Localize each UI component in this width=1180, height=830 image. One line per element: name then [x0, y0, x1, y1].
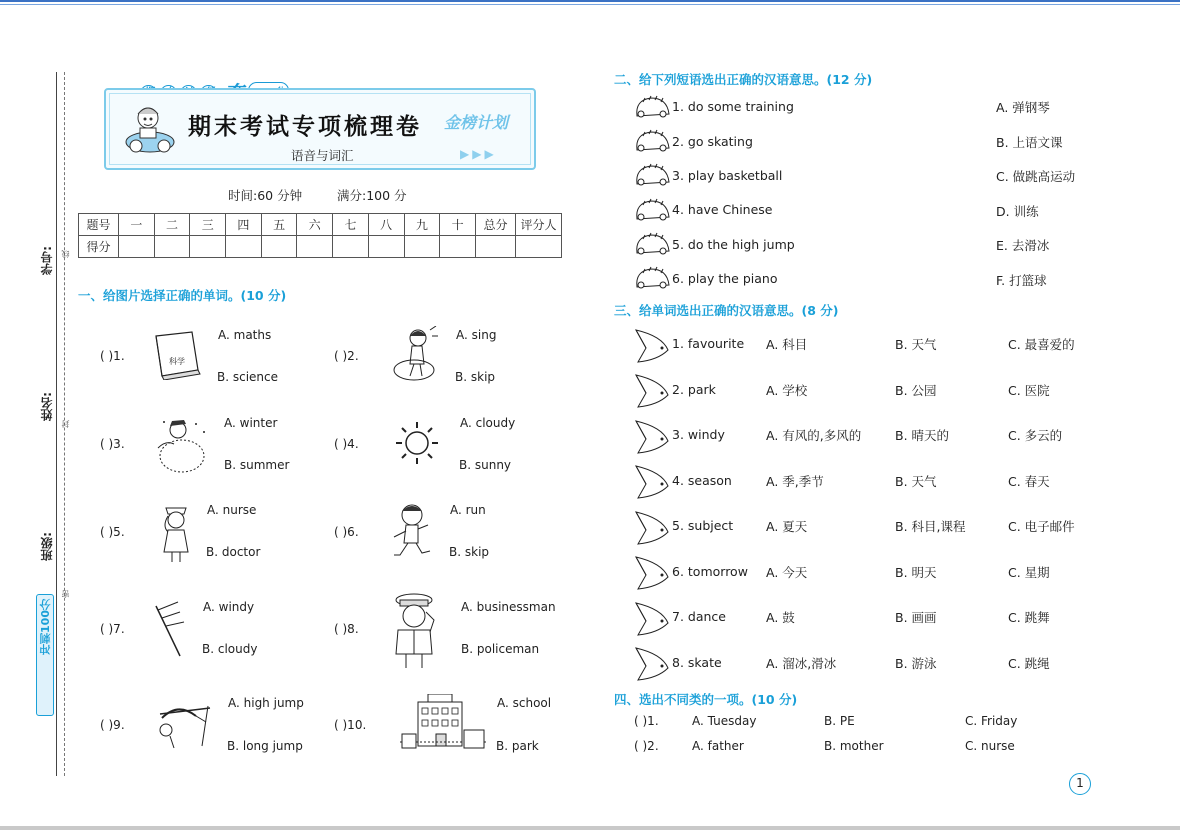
seal-mark: 封	[61, 420, 70, 428]
answer-blank-7[interactable]: ( )7.	[100, 622, 125, 636]
word-3: 3. windy	[672, 427, 725, 442]
fish-icon	[632, 326, 672, 366]
choice-b-5: B. 科目,课程	[895, 519, 966, 534]
choice-c-2: C. 医院	[1008, 383, 1050, 398]
snowman-picture	[156, 418, 212, 474]
option-b-5: B. doctor	[206, 545, 261, 559]
section2-title: 二、给下列短语选出正确的汉语意思。(12 分)	[614, 72, 873, 87]
score-header-cell: 五	[261, 214, 297, 236]
sticker-text: 冲刺100分	[39, 599, 52, 655]
score-cell[interactable]	[261, 236, 297, 258]
score-table-score-row	[79, 236, 562, 258]
choice-c-3: C. 多云的	[1008, 428, 1063, 443]
choice-a-7: A. 鼓	[766, 610, 795, 625]
score-header-cell: 九	[404, 214, 440, 236]
option-b-7: B. cloudy	[202, 642, 258, 656]
answer-blank-1[interactable]: ( )1.	[100, 349, 125, 363]
time-limit: 时间:60 分钟	[228, 188, 303, 203]
s4-answer-blank-1[interactable]: ( )1.	[634, 714, 659, 728]
score-header-cell: 总分	[476, 214, 516, 236]
option-a-5: A. nurse	[207, 503, 257, 517]
option-b-4: B. sunny	[459, 458, 512, 472]
binding-solid-line	[56, 72, 57, 776]
s4-option-b-1: B. PE	[824, 714, 855, 728]
word-7: 7. dance	[672, 609, 726, 624]
score-header-cell: 八	[368, 214, 404, 236]
score-cell[interactable]	[119, 236, 155, 258]
choice-a-8: A. 溜冰,滑冰	[766, 656, 837, 671]
score-cell[interactable]	[516, 236, 562, 258]
score-cell[interactable]	[190, 236, 226, 258]
student-id-label: 学号:	[40, 246, 54, 275]
answer-blank-5[interactable]: ( )5.	[100, 525, 125, 539]
choice-a-2: A. 学校	[766, 383, 808, 398]
meaning-c: C. 做跳高运动	[996, 169, 1076, 184]
top-border-line-thin	[0, 4, 1180, 5]
mascot-picture	[120, 100, 178, 158]
score-table	[78, 213, 562, 258]
section4-title: 四、选出不同类的一项。(10 分)	[614, 692, 798, 707]
option-b-9: B. long jump	[227, 739, 303, 753]
s4-option-c-1: C. Friday	[965, 714, 1018, 728]
option-a-7: A. windy	[203, 600, 255, 614]
choice-b-8: B. 游泳	[895, 656, 937, 671]
s4-answer-blank-2[interactable]: ( )2.	[634, 739, 659, 753]
answer-blank-8[interactable]: ( )8.	[334, 622, 359, 636]
phrase-2: 2. go skating	[672, 134, 753, 149]
option-a-2: A. sing	[456, 328, 497, 342]
option-b-2: B. skip	[455, 370, 496, 384]
option-b-3: B. summer	[224, 458, 290, 472]
score-header-cell: 十	[440, 214, 476, 236]
phrase-4: 4. have Chinese	[672, 202, 773, 217]
option-b-6: B. skip	[449, 545, 490, 559]
choice-b-2: B. 公园	[895, 383, 937, 398]
choice-c-1: C. 最喜爱的	[1008, 337, 1075, 352]
option-b-1: B. science	[217, 370, 279, 384]
full-score: 满分:100 分	[337, 188, 407, 203]
s4-option-a-1: A. Tuesday	[692, 714, 757, 728]
score-cell[interactable]	[404, 236, 440, 258]
choice-b-4: B. 天气	[895, 474, 937, 489]
fish-icon	[632, 553, 672, 593]
score-cell[interactable]	[476, 236, 516, 258]
choice-c-5: C. 电子邮件	[1008, 519, 1075, 534]
fish-icon	[632, 508, 672, 548]
choice-b-1: B. 天气	[895, 337, 937, 352]
choice-a-4: A. 季,季节	[766, 474, 824, 489]
word-8: 8. skate	[672, 655, 722, 670]
answer-blank-4[interactable]: ( )4.	[334, 437, 359, 451]
word-6: 6. tomorrow	[672, 564, 748, 579]
score-table-header-row	[79, 214, 562, 236]
score-header-cell: 七	[333, 214, 369, 236]
section3-title: 三、给单词选出正确的汉语意思。(8 分)	[614, 303, 839, 318]
bottom-border-bar	[0, 826, 1180, 830]
score-header-cell: 一	[119, 214, 155, 236]
skipping-girl-picture	[390, 326, 440, 382]
fish-icon	[632, 644, 672, 684]
choice-a-5: A. 夏天	[766, 519, 808, 534]
answer-blank-9[interactable]: ( )9.	[100, 718, 125, 732]
banner-arrows: ▶▶▶	[460, 147, 497, 161]
school-picture	[398, 694, 490, 752]
score-header-cell: 六	[297, 214, 333, 236]
close-mark: 密	[61, 590, 70, 598]
score-header-cell: 二	[154, 214, 190, 236]
book-picture	[152, 330, 204, 380]
line-mark: 线	[61, 250, 70, 258]
choice-a-1: A. 科目	[766, 337, 808, 352]
score-cell[interactable]	[297, 236, 333, 258]
option-a-6: A. run	[450, 503, 486, 517]
option-b-10: B. park	[496, 739, 539, 753]
word-5: 5. subject	[672, 518, 734, 533]
choice-c-6: C. 星期	[1008, 565, 1050, 580]
meaning-a: A. 弹钢琴	[996, 100, 1050, 115]
high-jump-picture	[152, 696, 214, 752]
fish-icon	[632, 371, 672, 411]
page-title: 期末考试专项梳理卷	[188, 114, 422, 140]
phrase-6: 6. play the piano	[672, 271, 778, 286]
choice-b-3: B. 晴天的	[895, 428, 950, 443]
hedgehog-icon	[633, 231, 671, 257]
meaning-d: D. 训练	[996, 204, 1039, 219]
hedgehog-icon	[633, 94, 671, 120]
phrase-5: 5. do the high jump	[672, 237, 795, 252]
score-cell[interactable]	[226, 236, 262, 258]
sun-picture	[394, 420, 440, 466]
choice-a-3: A. 有风的,多风的	[766, 428, 862, 443]
s4-option-a-2: A. father	[692, 739, 744, 753]
score-cell[interactable]	[333, 236, 369, 258]
word-4: 4. season	[672, 473, 732, 488]
word-2: 2. park	[672, 382, 716, 397]
name-label: 姓名:	[40, 392, 54, 421]
windy-flag-picture	[150, 598, 190, 660]
score-header-cell: 三	[190, 214, 226, 236]
hedgehog-icon	[633, 265, 671, 291]
hedgehog-icon	[633, 197, 671, 223]
option-a-8: A. businessman	[461, 600, 556, 614]
top-border-line	[0, 0, 1180, 2]
s4-option-c-2: C. nurse	[965, 739, 1015, 753]
running-boy-picture	[388, 503, 434, 563]
hedgehog-icon	[633, 162, 671, 188]
answer-blank-6[interactable]: ( )6.	[334, 525, 359, 539]
section1-title: 一、给图片选择正确的单词。(10 分)	[78, 288, 287, 303]
option-b-8: B. policeman	[461, 642, 540, 656]
phrase-3: 3. play basketball	[672, 168, 783, 183]
answer-blank-3[interactable]: ( )3.	[100, 437, 125, 451]
class-label: 班级:	[40, 532, 54, 561]
choice-b-6: B. 明天	[895, 565, 937, 580]
score-cell[interactable]	[440, 236, 476, 258]
option-a-3: A. winter	[224, 416, 278, 430]
brand-logo: 金榜计划	[444, 113, 509, 132]
hedgehog-icon	[633, 128, 671, 154]
phrase-1: 1. do some training	[672, 99, 794, 114]
choice-b-7: B. 画画	[895, 610, 937, 625]
score-header-cell: 四	[226, 214, 262, 236]
score-row-label: 得分	[79, 236, 119, 258]
score-cell[interactable]	[154, 236, 190, 258]
fish-icon	[632, 599, 672, 639]
word-1: 1. favourite	[672, 336, 745, 351]
answer-blank-2[interactable]: ( )2.	[334, 349, 359, 363]
policeman-picture	[390, 590, 440, 670]
option-a-10: A. school	[497, 696, 552, 710]
fish-icon	[632, 417, 672, 457]
book-label: 科学	[169, 357, 185, 366]
nurse-picture	[156, 502, 196, 564]
meaning-b: B. 上语文课	[996, 135, 1063, 150]
answer-blank-10[interactable]: ( )10.	[334, 718, 367, 732]
choice-a-6: A. 今天	[766, 565, 808, 580]
score-cell[interactable]	[368, 236, 404, 258]
score-header-cell: 题号	[79, 214, 119, 236]
option-a-9: A. high jump	[228, 696, 304, 710]
option-a-4: A. cloudy	[460, 416, 516, 430]
sticker-badge	[36, 594, 54, 716]
fish-icon	[632, 462, 672, 502]
meaning-f: F. 打篮球	[996, 273, 1047, 288]
page-number: 1	[1069, 773, 1091, 795]
choice-c-7: C. 跳舞	[1008, 610, 1050, 625]
option-a-1: A. maths	[218, 328, 272, 342]
choice-c-4: C. 春天	[1008, 474, 1050, 489]
choice-c-8: C. 跳绳	[1008, 656, 1050, 671]
s4-option-b-2: B. mother	[824, 739, 884, 753]
score-header-cell: 评分人	[516, 214, 562, 236]
meaning-e: E. 去滑冰	[996, 238, 1050, 253]
page-subtitle: 语音与词汇	[291, 148, 354, 163]
